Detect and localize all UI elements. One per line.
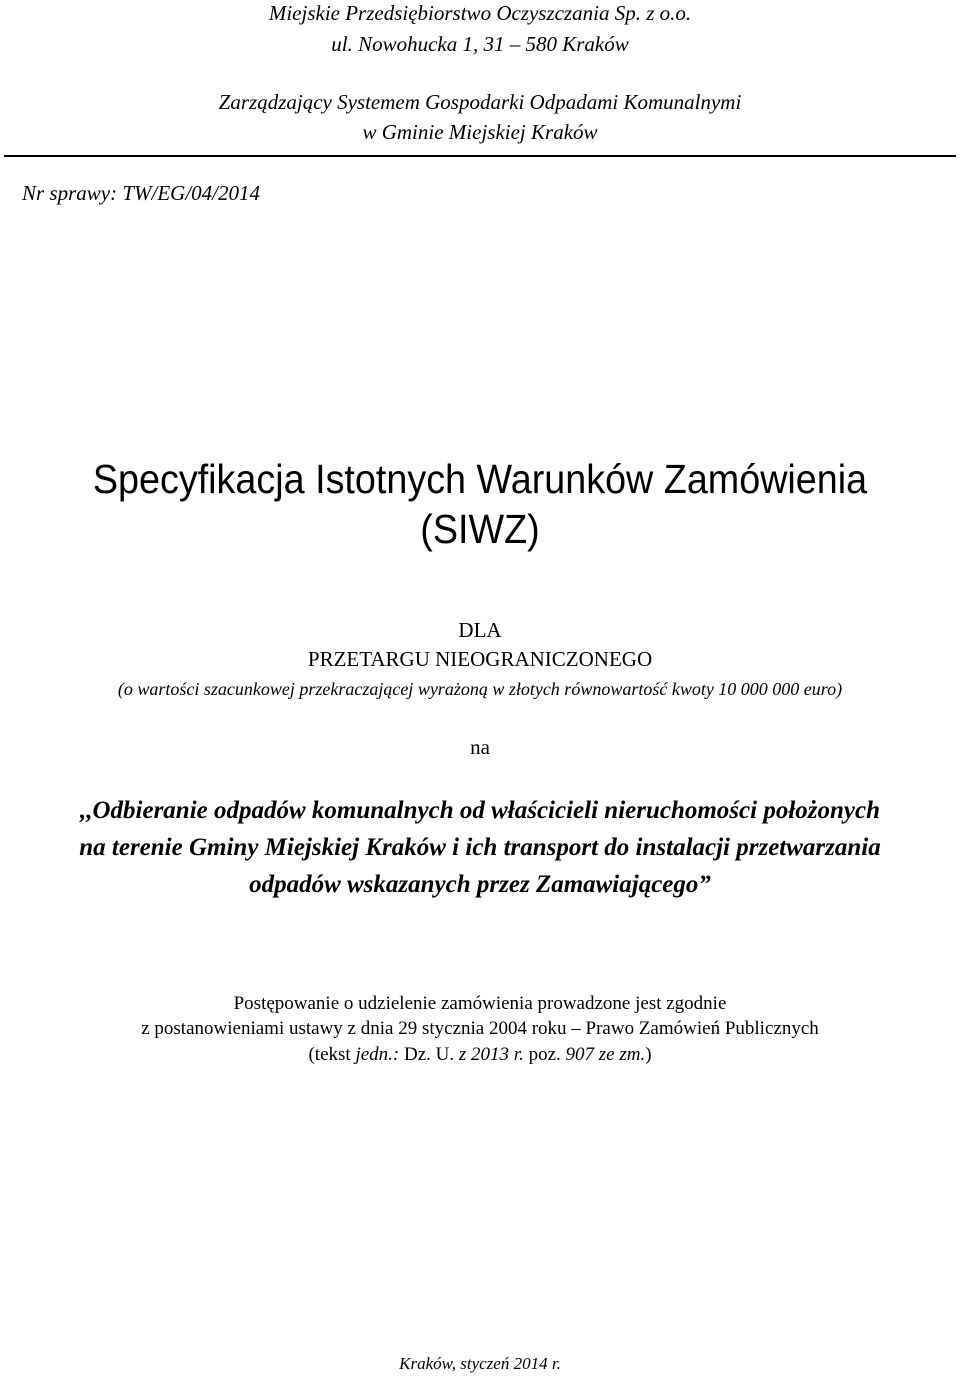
procedure-text-italic: z 2013 r. (458, 1044, 524, 1065)
procedure-text: ) (645, 1044, 652, 1065)
document-title-abbrev: (SIWZ) (420, 506, 540, 552)
place-date-footer: Kraków, styczeń 2014 r. (399, 1354, 561, 1373)
manager-line-2: w Gminie Miejskiej Kraków (362, 120, 598, 144)
tender-dla: DLA (458, 618, 502, 642)
procedure-text: Dz. U. (399, 1044, 459, 1065)
procedure-line-2: z postanowieniami ustawy z dnia 29 stycznia 2004 roku – Prawo Zamówień Publicznych (141, 1018, 819, 1039)
procedure-text-italic: 907 ze zm. (565, 1044, 646, 1065)
case-number: Nr sprawy: TW/EG/04/2014 (22, 181, 261, 205)
procedure-line-1: Postępowanie o udzielenie zamówienia prowadzone jest zgodnie (233, 993, 727, 1014)
header-rule (4, 155, 956, 157)
tender-na: na (470, 735, 490, 759)
tender-value-note: (o wartości szacunkowej przekraczającej wyrażoną w złotych równowartość kwoty 10 000 000 euro) (117, 679, 843, 699)
procedure-text: poz. (523, 1044, 566, 1065)
company-address: ul. Nowohucka 1, 31 – 580 Kraków (331, 32, 629, 56)
tender-type: PRZETARGU NIEOGRANICZONEGO (307, 647, 653, 671)
company-name: Miejskie Przedsiębiorstwo Oczyszczania Sp. z o.o. (268, 1, 692, 25)
procedure-text-italic: jedn.: (355, 1044, 400, 1065)
procedure-line-3 (0, 1043, 960, 1067)
manager-line-1: Zarządzający Systemem Gospodarki Odpadami Komunalnymi (218, 90, 742, 114)
document-title: Specyfikacja Istotnych Warunków Zamówienia (92, 456, 868, 502)
procedure-text: (tekst (308, 1044, 356, 1065)
subject-line-3: odpadów wskazanych przez Zamawiającego” (249, 871, 711, 898)
subject-line-1: ,,Odbieranie odpadów komunalnych od właścicieli nieruchomości położonych (79, 797, 881, 824)
subject-line-2: na terenie Gminy Miejskiej Kraków i ich transport do instalacji przetwarzania (79, 834, 881, 861)
